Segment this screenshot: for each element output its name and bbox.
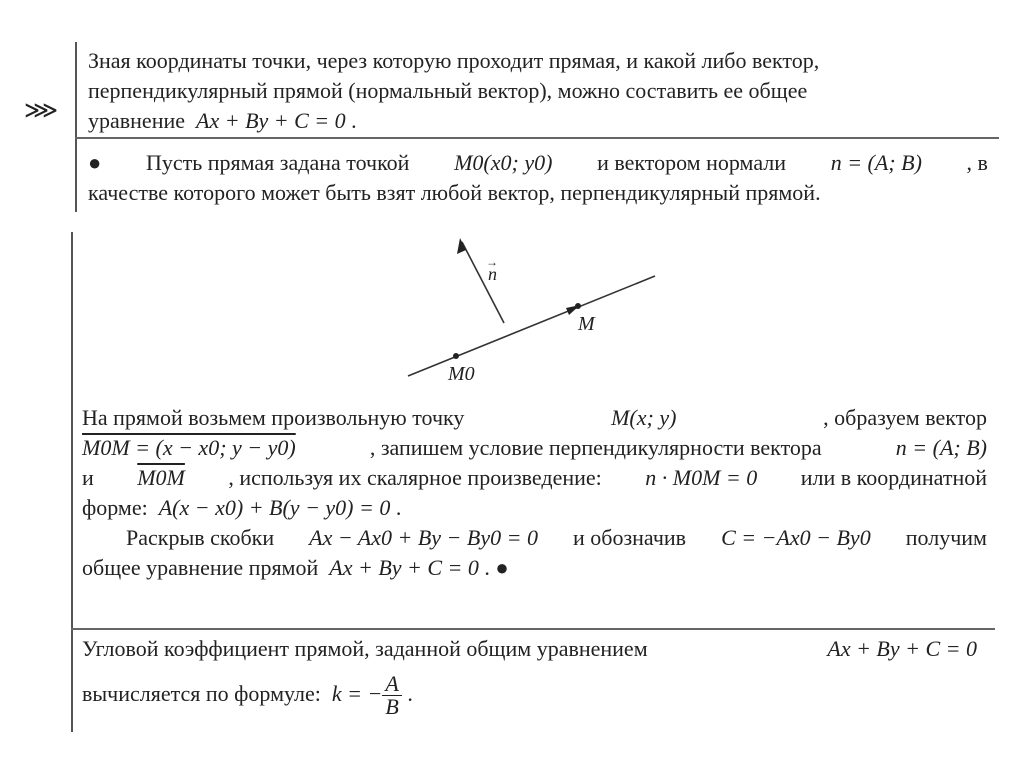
divider-top: [75, 137, 999, 139]
normal-vector-2: n = (A; B): [895, 435, 987, 460]
label-m0: M0: [448, 363, 475, 385]
general-equation-3: Ax + By + C = 0: [827, 636, 977, 661]
intro-line-3: уравнение Ax + By + C = 0 .: [88, 108, 357, 133]
point-m: M(x; y): [611, 405, 677, 430]
slope-fraction: $\frac{A}{B}$: [382, 673, 401, 718]
expanded-equation: Ax − Ax0 + By − By0 = 0: [309, 525, 538, 550]
intro-line-2: перпендикулярный прямой (нормальный вектор), можно составить ее общее: [88, 78, 808, 103]
slide-marker: ⋙: [24, 98, 55, 124]
normal-vector: n = (A; B): [830, 150, 922, 175]
slope-line-1: Угловой коэффициент прямой, заданной общим уравнением Ax + By + C = 0: [82, 634, 987, 664]
proof-line-1: ● Пусть прямая задана точкой M0(x0; y0) и вектором нормали n = (A; B) , в: [88, 148, 988, 178]
proof-bullet: ●: [88, 150, 102, 175]
body-line-3: и M0M , используя их скалярное произведение: n · M0M = 0 или в координатной: [82, 463, 987, 493]
line-figure: [390, 230, 670, 400]
c-definition: C = −Ax0 − By0: [721, 525, 871, 550]
left-border-main: [71, 232, 73, 732]
vector-m0m-def: M0M = (x − x0; y − y0): [82, 435, 296, 460]
intro-paragraph: [88, 46, 988, 136]
vector-m0m: M0M: [137, 465, 185, 490]
label-m: M: [578, 313, 595, 335]
slope-k: k = −: [331, 681, 383, 706]
divider-bottom: [71, 628, 995, 630]
body-line-2: M0M = (x − x0; y − y0) , запишем условие перпендикулярности вектора n = (A; B): [82, 433, 987, 463]
proof-line-2: качестве которого может быть взят любой вектор, перпендикулярный прямой.: [88, 180, 821, 205]
coordinate-form: A(x − x0) + B(y − y0) = 0: [158, 495, 391, 520]
left-border-top: [75, 42, 77, 212]
proof-start-paragraph: [88, 148, 988, 208]
body-line-6: общее уравнение прямой Ax + By + C = 0 . ●: [82, 555, 509, 580]
general-equation: Ax + By + C = 0: [196, 108, 346, 133]
scalar-product: n · M0M = 0: [645, 465, 758, 490]
normal-label: n: [488, 264, 497, 284]
body-paragraph: [82, 403, 987, 583]
point-m0: M0(x0; y0): [454, 150, 553, 175]
normal-label-arrow: →: [486, 255, 498, 269]
slope-paragraph: [82, 634, 987, 718]
body-line-5: Раскрыв скобки Ax − Ax0 + By − By0 = 0 и обозначив C = −Ax0 − By0 получим: [82, 523, 987, 553]
general-equation-2: Ax + By + C = 0: [329, 555, 479, 580]
slope-line-2: вычисляется по формуле: k = − $\frac{A}{B}$ .: [82, 671, 413, 720]
body-line-1: На прямой возьмем произвольную точку M(x; y) , образуем вектор: [82, 403, 987, 433]
intro-line-1: Зная координаты точки, через которую проходит прямая, и какой либо вектор,: [88, 48, 820, 73]
body-line-4: форме: A(x − x0) + B(y − y0) = 0 .: [82, 495, 402, 520]
point-m0-dot: [453, 353, 459, 359]
line-l: [408, 276, 655, 376]
